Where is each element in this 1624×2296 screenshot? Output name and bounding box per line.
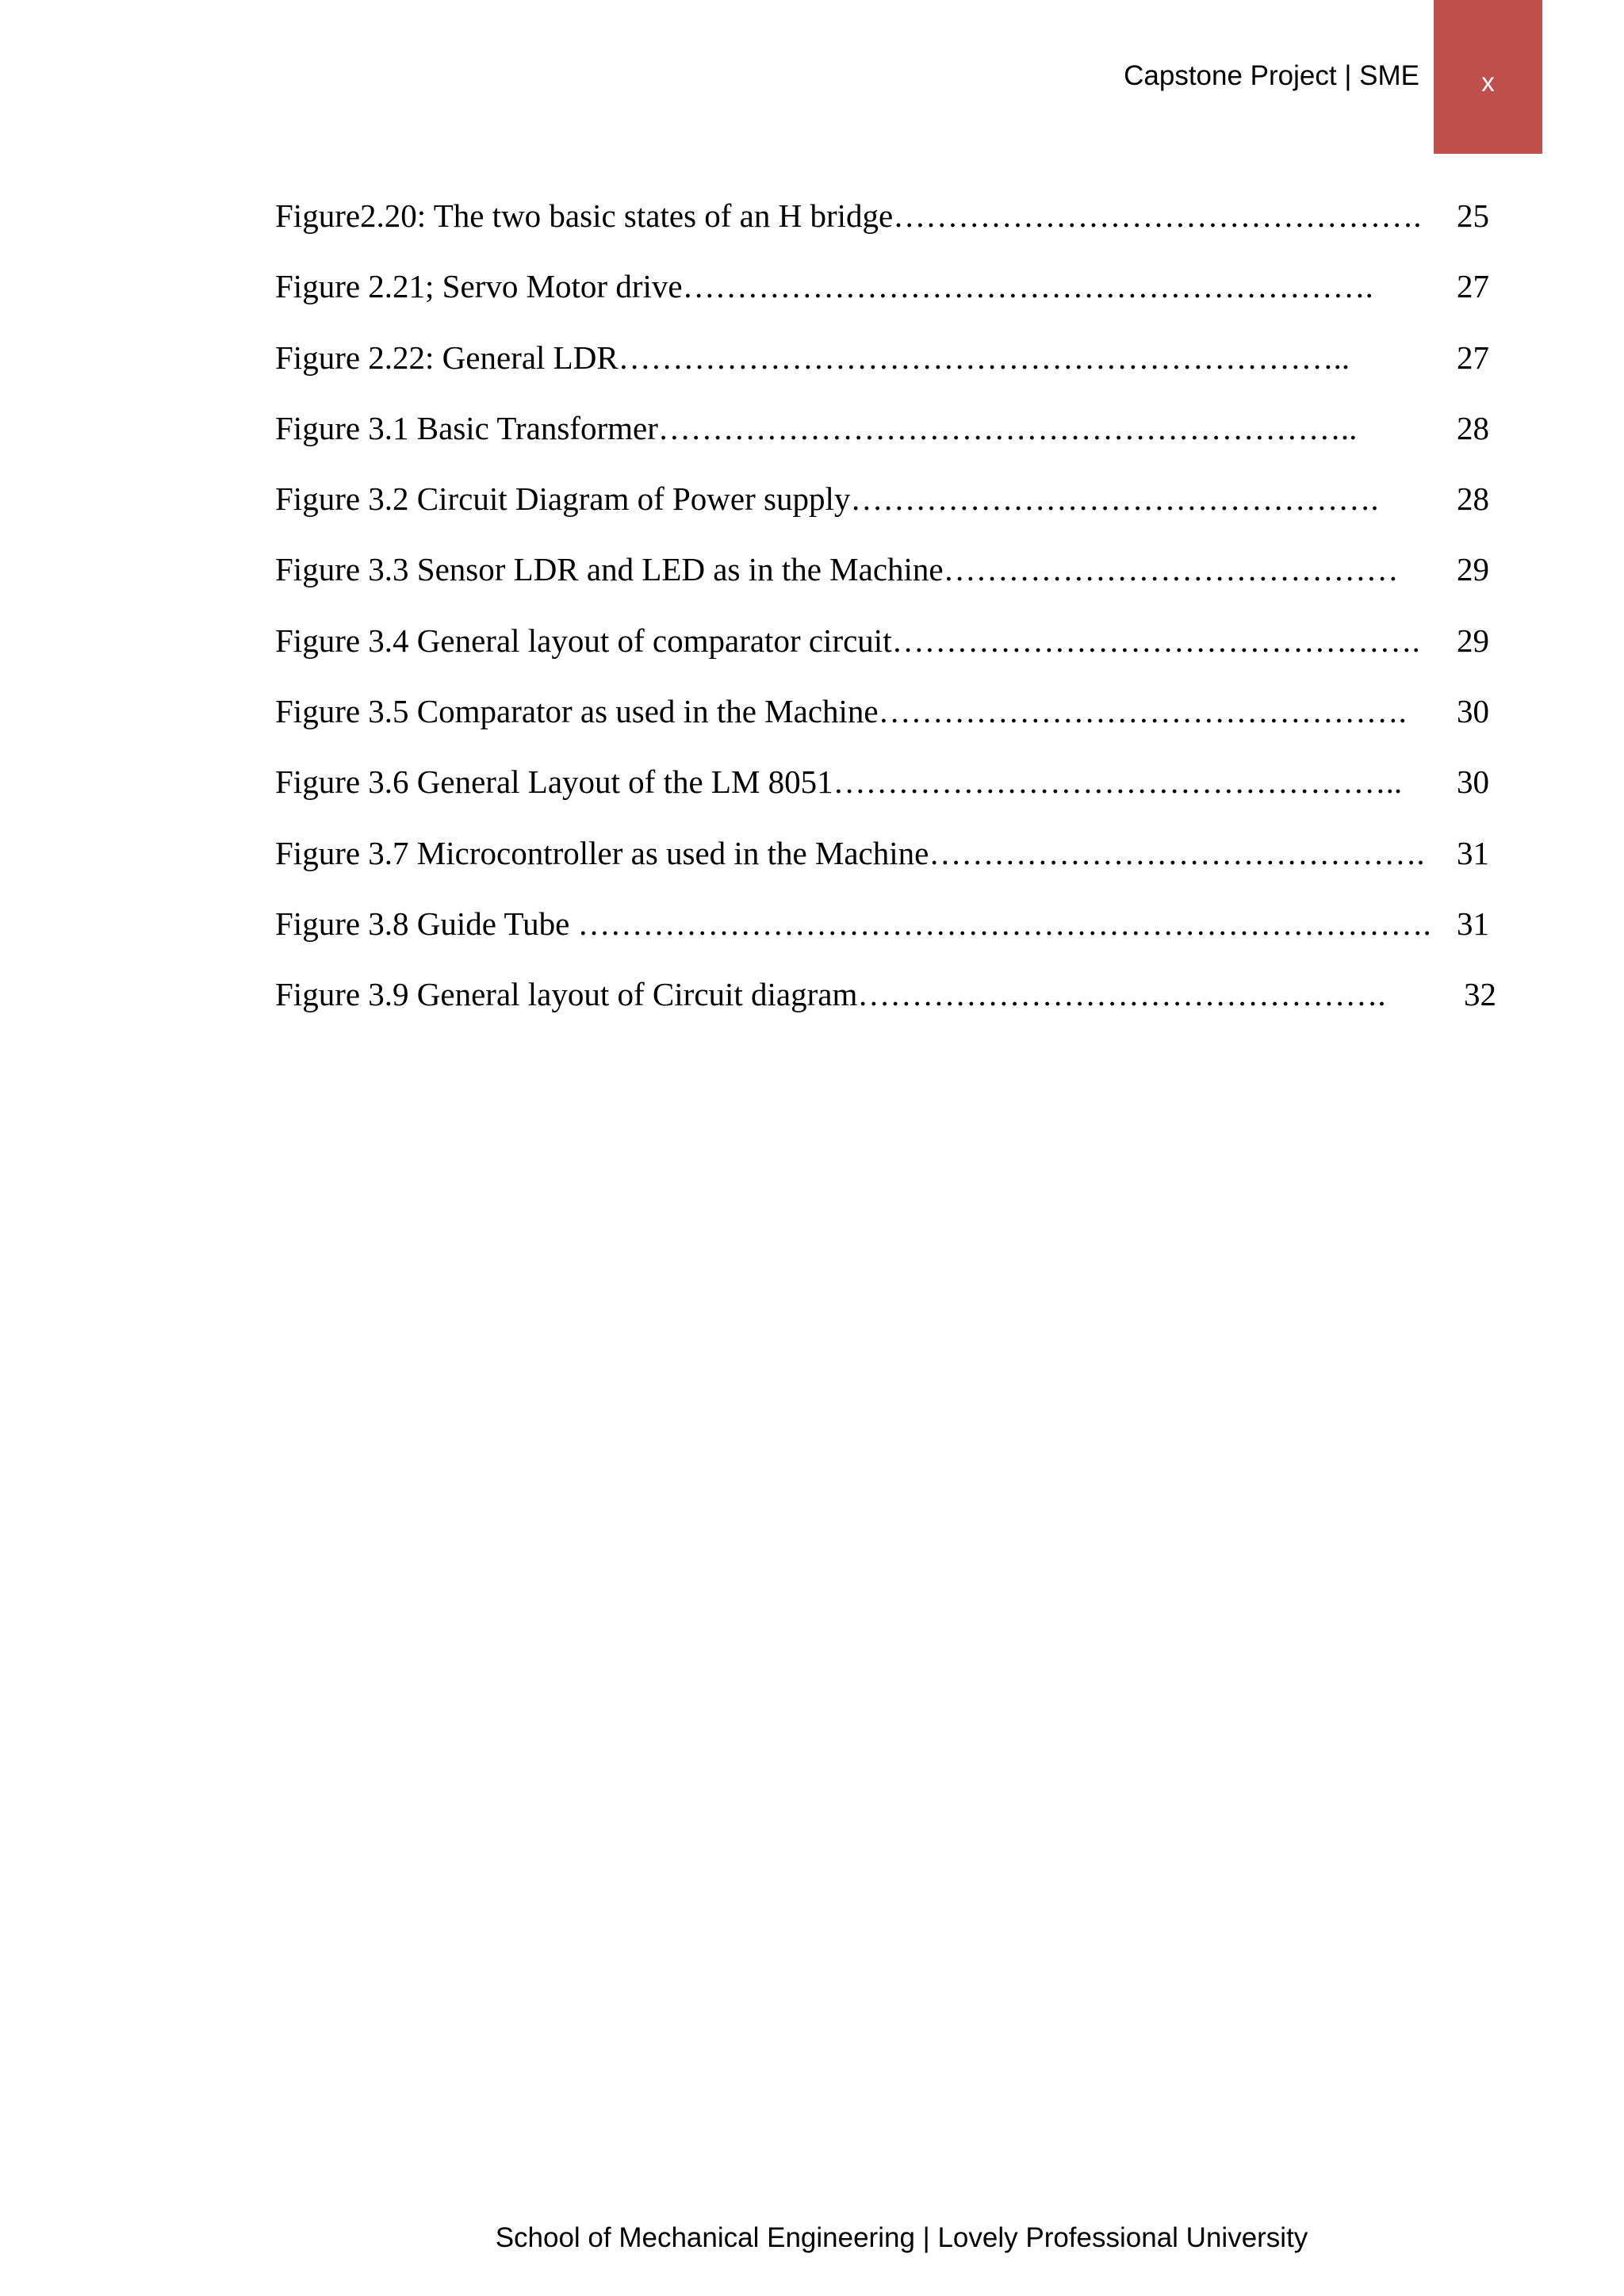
toc-entry [275,687,1496,758]
toc-entry [275,758,1496,828]
toc-entry-label: Figure 3.4 General layout of comparator circuit…………………………………………. [275,622,1420,659]
toc-entry-label: Figure 3.6 General Layout of the LM 8051…………………………………………….. [275,763,1403,801]
toc-entry-label: Figure 3.2 Circuit Diagram of Power supply…………………………………………. [275,480,1379,518]
toc-entry-page: 28 [1457,409,1489,446]
toc-entry [275,829,1496,900]
toc-entry-page: 25 [1457,197,1489,234]
toc-entry [275,334,1496,404]
toc-entry-page: 29 [1457,551,1489,588]
toc-entry-label: Figure 3.7 Microcontroller as used in the Machine………………………………………. [275,834,1425,871]
toc-entry-page: 32 [1464,976,1496,1013]
toc-entry-page: 30 [1457,693,1489,730]
toc-entry-label: Figure 3.8 Guide Tube ……………………………………………………………………. [275,905,1431,942]
toc-entry [275,192,1496,262]
running-header: Capstone Project | SME [1124,60,1419,91]
toc-entry [275,545,1496,616]
toc-entry-label: Figure 3.1 Basic Transformer……………………………………………………….. [275,409,1358,446]
toc-entry [275,900,1496,970]
toc-entry [275,262,1496,333]
toc-entry [275,970,1496,1041]
toc-entry-label: Figure 2.21; Servo Motor drive………………………………………………………. [275,268,1373,305]
toc-entry-label: Figure 2.22: General LDR………………………………………………………….. [275,339,1350,376]
running-footer: School of Mechanical Engineering | Lovely Professional University [495,2222,1308,2253]
toc-entry [275,475,1496,545]
toc-entry-label: Figure 3.9 General layout of Circuit diagram…………………………………………. [275,976,1386,1013]
toc-entry-page: 31 [1457,905,1489,942]
toc-entry-label: Figure2.20: The two basic states of an H bridge…………………………………………. [275,197,1422,234]
toc-entry-page: 27 [1457,339,1489,376]
toc-entry-label: Figure 3.3 Sensor LDR and LED as in the Machine…………………………………… [275,551,1399,588]
toc-entry-page: 30 [1457,763,1489,801]
toc-entry [275,617,1496,687]
toc-entry-page: 31 [1457,834,1489,871]
page-number-tab [1434,0,1542,154]
toc-entry-page: 29 [1457,622,1489,659]
list-of-figures [275,192,1496,1042]
toc-entry [275,404,1496,475]
toc-entry-page: 28 [1457,480,1489,518]
toc-entry-page: 27 [1457,268,1489,305]
page-number: x [1481,67,1495,97]
toc-entry-label: Figure 3.5 Comparator as used in the Machine…………………………………………. [275,693,1407,730]
